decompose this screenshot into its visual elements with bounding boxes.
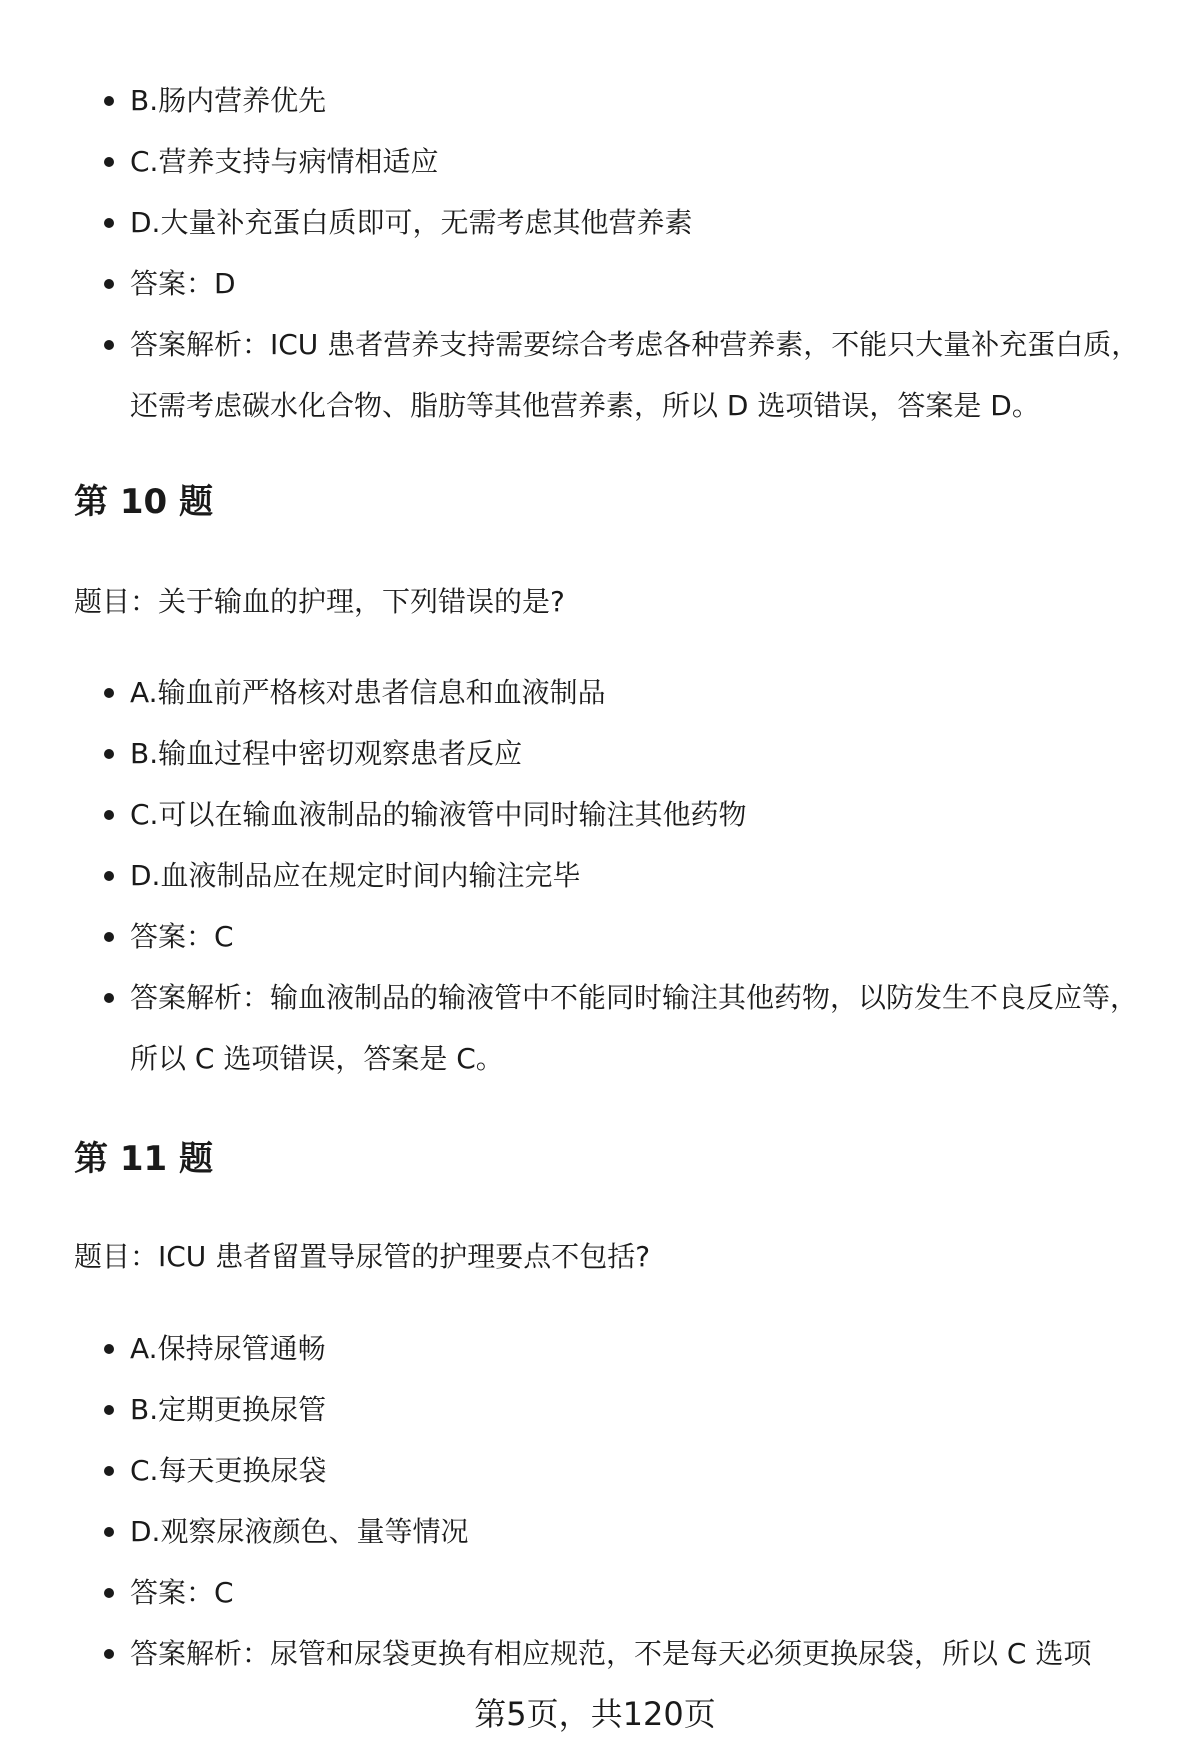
answer-item: 答案：D bbox=[0, 253, 1190, 314]
question-heading: 第 11 题 bbox=[74, 1139, 213, 1179]
list-item: B.输血过程中密切观察患者反应 bbox=[0, 723, 1190, 784]
q9-options-list bbox=[0, 70, 1190, 436]
list-item: B.定期更换尿管 bbox=[0, 1379, 1190, 1440]
bullet bbox=[104, 157, 114, 167]
list-item: B.肠内营养优先 bbox=[0, 70, 1190, 131]
answer-item: 答案：C bbox=[0, 906, 1190, 967]
q10-options-list bbox=[0, 662, 1190, 1089]
bullet bbox=[104, 932, 114, 942]
q11-options-list bbox=[0, 1318, 1190, 1684]
explanation-item: 答案解析：输血液制品的输液管中不能同时输注其他药物，以防发生不良反应等，所以 C 选项错误，答案是 C。 bbox=[0, 967, 1190, 1089]
bullet bbox=[104, 871, 114, 881]
page-indicator: 第5页，共120页 bbox=[474, 1695, 716, 1733]
list-item: C.可以在输血液制品的输液管中同时输注其他药物 bbox=[0, 784, 1190, 845]
bullet bbox=[104, 688, 114, 698]
list-item: D.观察尿液颜色、量等情况 bbox=[0, 1501, 1190, 1562]
question-text: 题目：ICU 患者留置导尿管的护理要点不包括? bbox=[74, 1240, 651, 1273]
bullet bbox=[104, 1527, 114, 1537]
bullet bbox=[104, 993, 114, 1003]
bullet bbox=[104, 1466, 114, 1476]
bullet bbox=[104, 1588, 114, 1598]
bullet bbox=[104, 1405, 114, 1415]
explanation-item: 答案解析：ICU 患者营养支持需要综合考虑各种营养素，不能只大量补充蛋白质，还需考虑碳水化合物、脂肪等其他营养素，所以 D 选项错误，答案是 D。 bbox=[0, 314, 1190, 436]
question-text: 题目：关于输血的护理，下列错误的是? bbox=[74, 585, 565, 618]
question-heading: 第 10 题 bbox=[74, 482, 213, 522]
bullet bbox=[104, 218, 114, 228]
list-item: D.大量补充蛋白质即可，无需考虑其他营养素 bbox=[0, 192, 1190, 253]
bullet bbox=[104, 1649, 114, 1659]
answer-item: 答案：C bbox=[0, 1562, 1190, 1623]
bullet bbox=[104, 810, 114, 820]
bullet bbox=[104, 279, 114, 289]
list-item: C.营养支持与病情相适应 bbox=[0, 131, 1190, 192]
bullet bbox=[104, 340, 114, 350]
bullet bbox=[104, 749, 114, 759]
list-item: A.保持尿管通畅 bbox=[0, 1318, 1190, 1379]
explanation-item: 答案解析：尿管和尿袋更换有相应规范，不是每天必须更换尿袋，所以 C 选项 bbox=[0, 1623, 1190, 1684]
list-item: A.输血前严格核对患者信息和血液制品 bbox=[0, 662, 1190, 723]
bullet bbox=[104, 1344, 114, 1354]
list-item: D.血液制品应在规定时间内输注完毕 bbox=[0, 845, 1190, 906]
bullet bbox=[104, 96, 114, 106]
list-item: C.每天更换尿袋 bbox=[0, 1440, 1190, 1501]
